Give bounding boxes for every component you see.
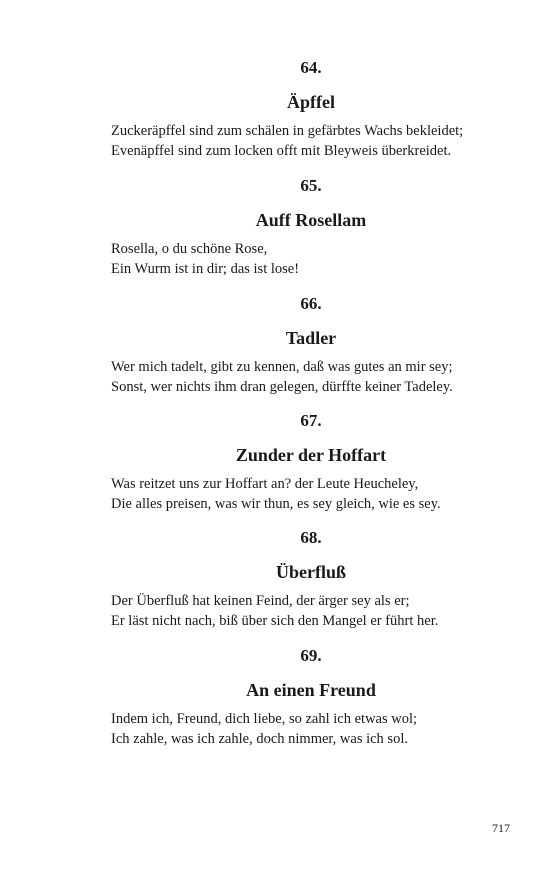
poem-line: Wer mich tadelt, gibt zu kennen, daß was gutes an mir sey; <box>111 359 453 375</box>
poem-68 <box>111 528 511 631</box>
poem-line: Evenäpffel sind zum locken offt mit Bleyweis überkreidet. <box>111 143 452 159</box>
poem-67 <box>111 411 511 514</box>
poem-line: Ich zahle, was ich zahle, doch nimmer, was ich sol. <box>111 731 408 747</box>
poem-number: 67. <box>300 411 322 430</box>
poem-line: Der Überfluß hat keinen Feind, der ärger sey als er; <box>111 593 410 609</box>
poem-title: An einen Freund <box>246 680 376 700</box>
poem-number: 69. <box>300 646 322 665</box>
page-number: 717 <box>492 821 510 835</box>
poem-title: Tadler <box>285 328 337 348</box>
poem-text <box>111 591 511 631</box>
poem-number: 68. <box>300 528 322 547</box>
poem-line: Indem ich, Freund, dich liebe, so zahl ich etwas wol; <box>111 711 418 727</box>
poem-title: Auff Rosellam <box>255 210 367 230</box>
poem-line: Rosella, o du schöne Rose, <box>111 241 268 257</box>
poem-line: Was reitzet uns zur Hoffart an? der Leute Heucheley, <box>111 476 419 492</box>
poem-text <box>111 709 511 749</box>
poem-text <box>111 474 511 514</box>
poem-title: Äpffel <box>287 92 335 112</box>
poem-title: Zunder der Hoffart <box>235 445 387 465</box>
poem-text <box>111 239 511 279</box>
poem-title: Überfluß <box>275 562 346 582</box>
poem-number: 64. <box>300 58 322 77</box>
poem-69 <box>111 646 511 749</box>
poem-line: Zuckeräpffel sind zum schälen in gefärbtes Wachs bekleidet; <box>111 123 464 139</box>
poem-65 <box>111 176 511 279</box>
poem-number: 66. <box>300 294 322 313</box>
poem-64 <box>111 58 511 161</box>
poem-number: 65. <box>300 176 322 195</box>
poem-66 <box>111 294 511 397</box>
poem-line: Er läst nicht nach, biß über sich den Mangel er führt her. <box>111 613 439 629</box>
poem-line: Sonst, wer nichts ihm dran gelegen, dürffte keiner Tadeley. <box>111 379 453 395</box>
poem-text <box>111 121 511 161</box>
poem-line: Ein Wurm ist in dir; das ist lose! <box>111 261 300 277</box>
poem-line: Die alles preisen, was wir thun, es sey gleich, wie es sey. <box>111 496 441 512</box>
poem-text <box>111 357 511 397</box>
